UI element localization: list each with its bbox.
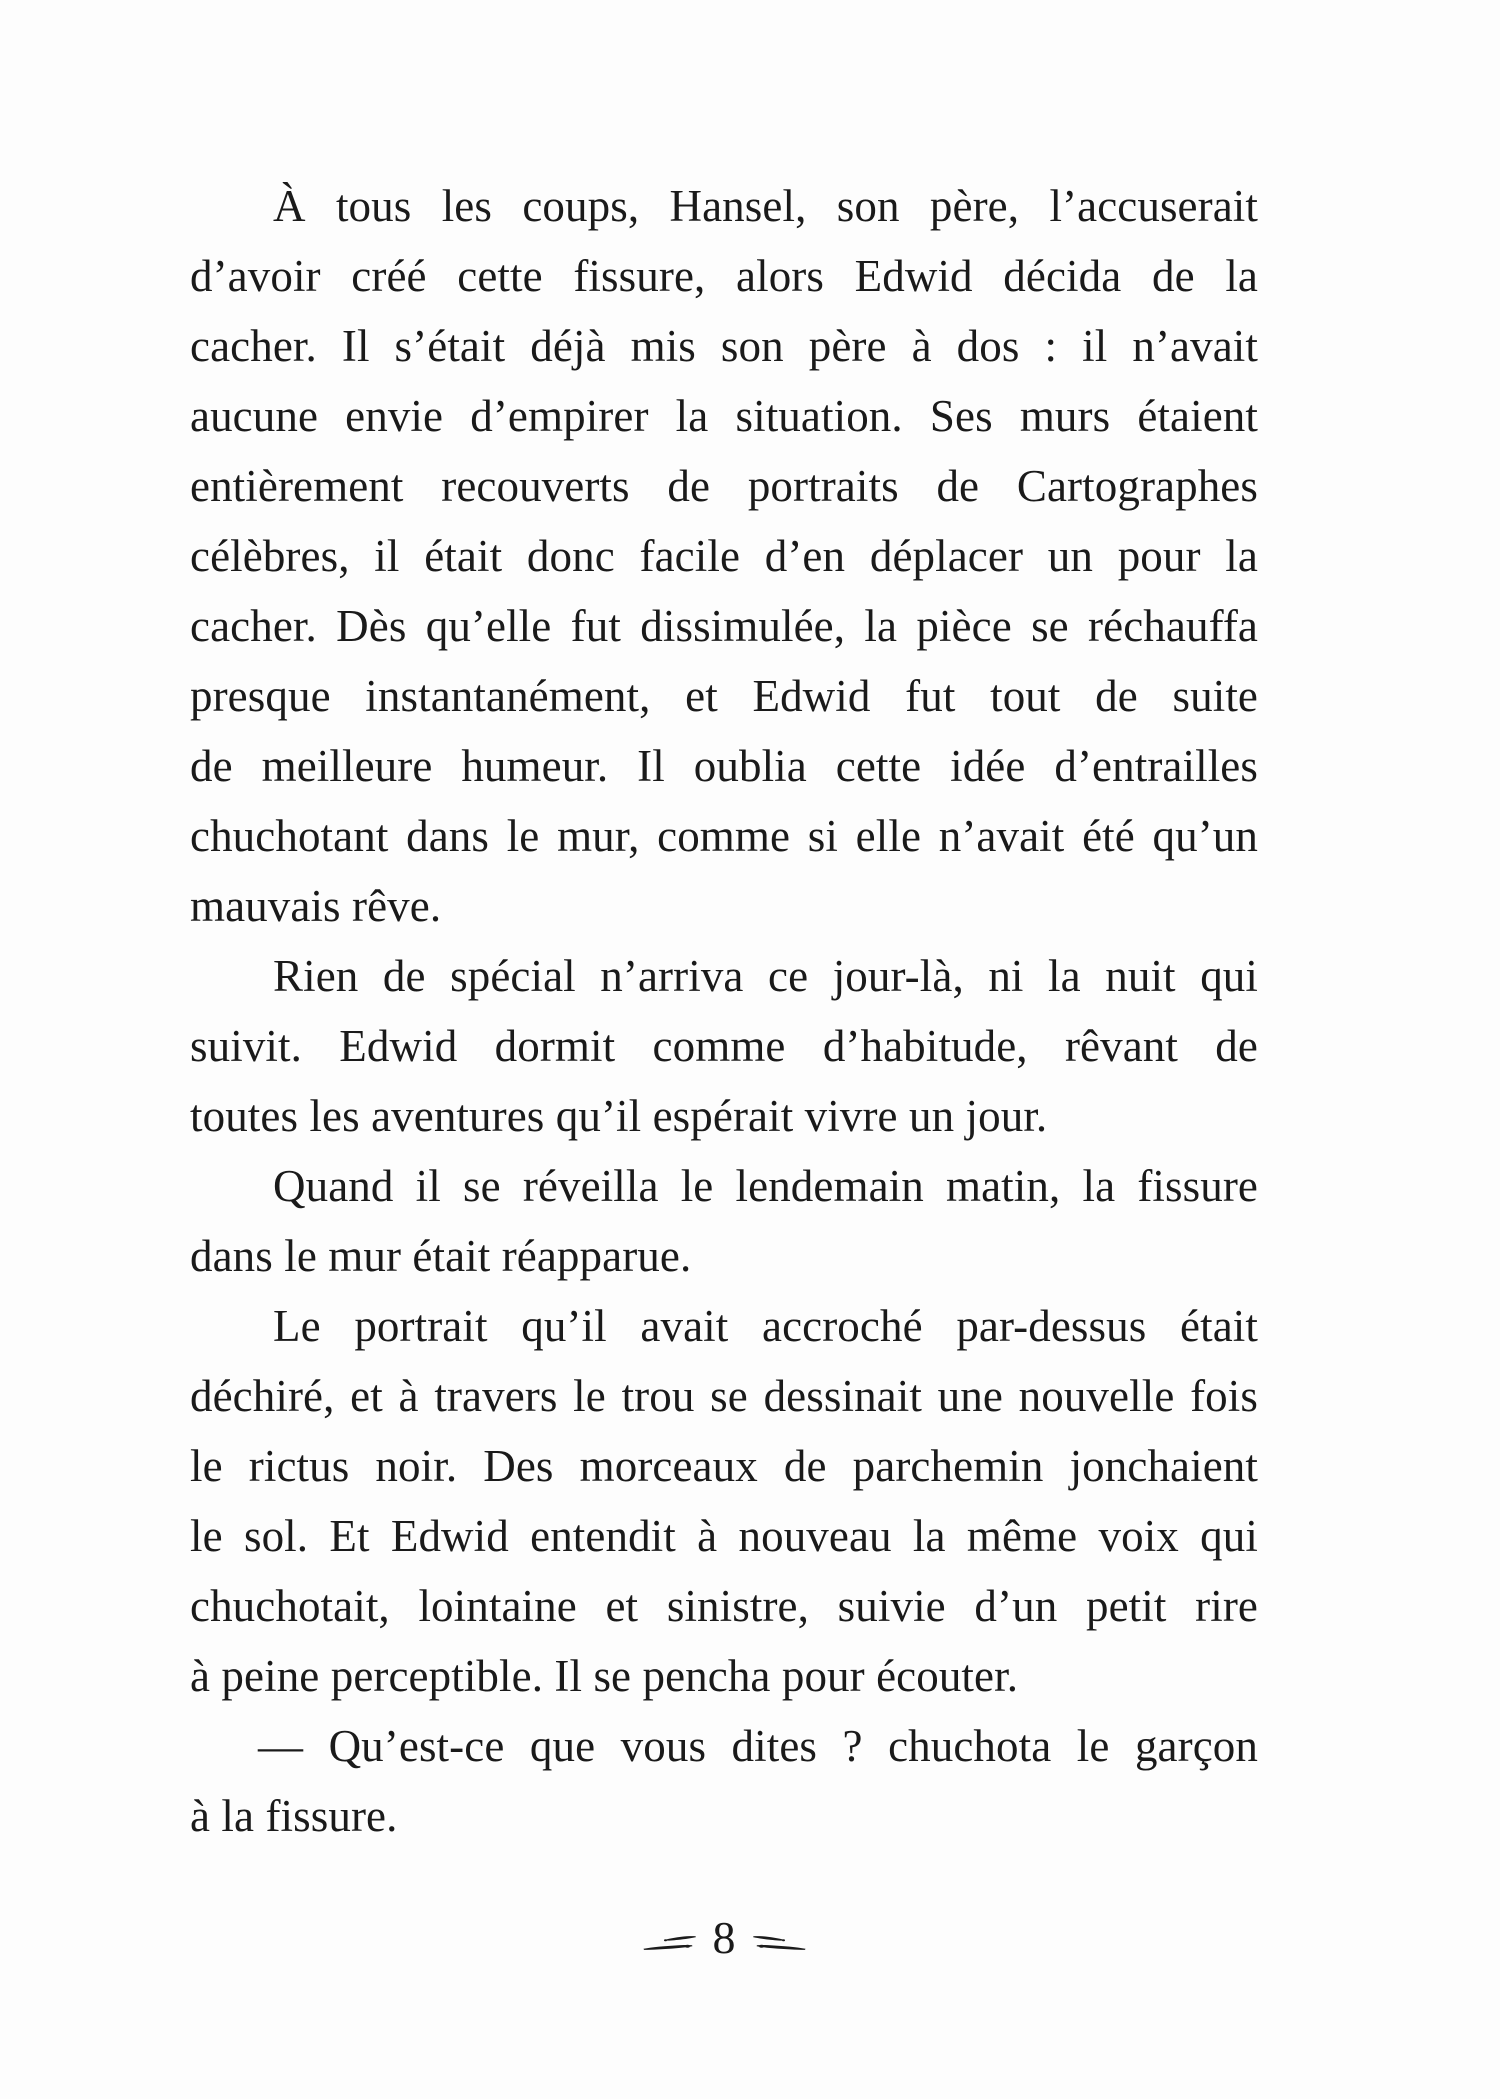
text-line: d’avoir créé cette fissure, alors Edwid décida de la (190, 251, 1258, 301)
page-footer (190, 1908, 1258, 1968)
text-line: Rien de spécial n’arriva ce jour-là, ni la nuit qui (273, 951, 1258, 1001)
paragraph-dialogue (190, 1711, 1258, 1851)
text-line: cacher. Dès qu’elle fut dissimulée, la pièce se réchauffa (190, 601, 1258, 651)
text-line: Le portrait qu’il avait accroché par-dessus était (273, 1301, 1258, 1351)
text-line: le rictus noir. Des morceaux de parchemin jonchaient (190, 1441, 1258, 1491)
text-line: dans le mur était réapparue. (190, 1231, 692, 1281)
page-body-text (190, 171, 1258, 1851)
text-line: — Qu’est-ce que vous dites ? chuchota le garçon (258, 1721, 1258, 1771)
text-line: à la fissure. (190, 1791, 398, 1841)
text-line: chuchotait, lointaine et sinistre, suivie d’un petit rire (190, 1581, 1258, 1631)
paragraph (190, 941, 1258, 1151)
text-line: toutes les aventures qu’il espérait vivre un jour. (190, 1091, 1048, 1141)
text-line: à peine perceptible. Il se pencha pour écouter. (190, 1651, 1019, 1701)
text-line: de meilleure humeur. Il oublia cette idée d’entrailles (190, 741, 1258, 791)
paragraph (190, 1151, 1258, 1291)
text-line: célèbres, il était donc facile d’en déplacer un pour la (190, 531, 1258, 581)
text-line: Quand il se réveilla le lendemain matin, la fissure (273, 1161, 1258, 1211)
text-line: cacher. Il s’était déjà mis son père à dos : il n’avait (190, 321, 1258, 371)
text-line: déchiré, et à travers le trou se dessinait une nouvelle fois (190, 1371, 1258, 1421)
text-line: suivit. Edwid dormit comme d’habitude, rêvant de (190, 1021, 1258, 1071)
text-line: aucune envie d’empirer la situation. Ses murs étaient (190, 391, 1258, 441)
paragraph (190, 1291, 1258, 1711)
paragraph (190, 171, 1258, 941)
text-line: entièrement recouverts de portraits de Cartographes (190, 461, 1258, 511)
text-line: chuchotant dans le mur, comme si elle n’avait été qu’un (190, 811, 1258, 861)
text-line: presque instantanément, et Edwid fut tout de suite (190, 671, 1258, 721)
text-line: le sol. Et Edwid entendit à nouveau la même voix qui (190, 1511, 1258, 1561)
text-line: À tous les coups, Hansel, son père, l’accuserait (273, 181, 1258, 231)
page-number: 8 (712, 1912, 736, 1963)
footer-flourish-left-icon (643, 1932, 697, 1952)
text-line: mauvais rêve. (190, 881, 442, 931)
footer-flourish-right-icon (752, 1932, 806, 1952)
